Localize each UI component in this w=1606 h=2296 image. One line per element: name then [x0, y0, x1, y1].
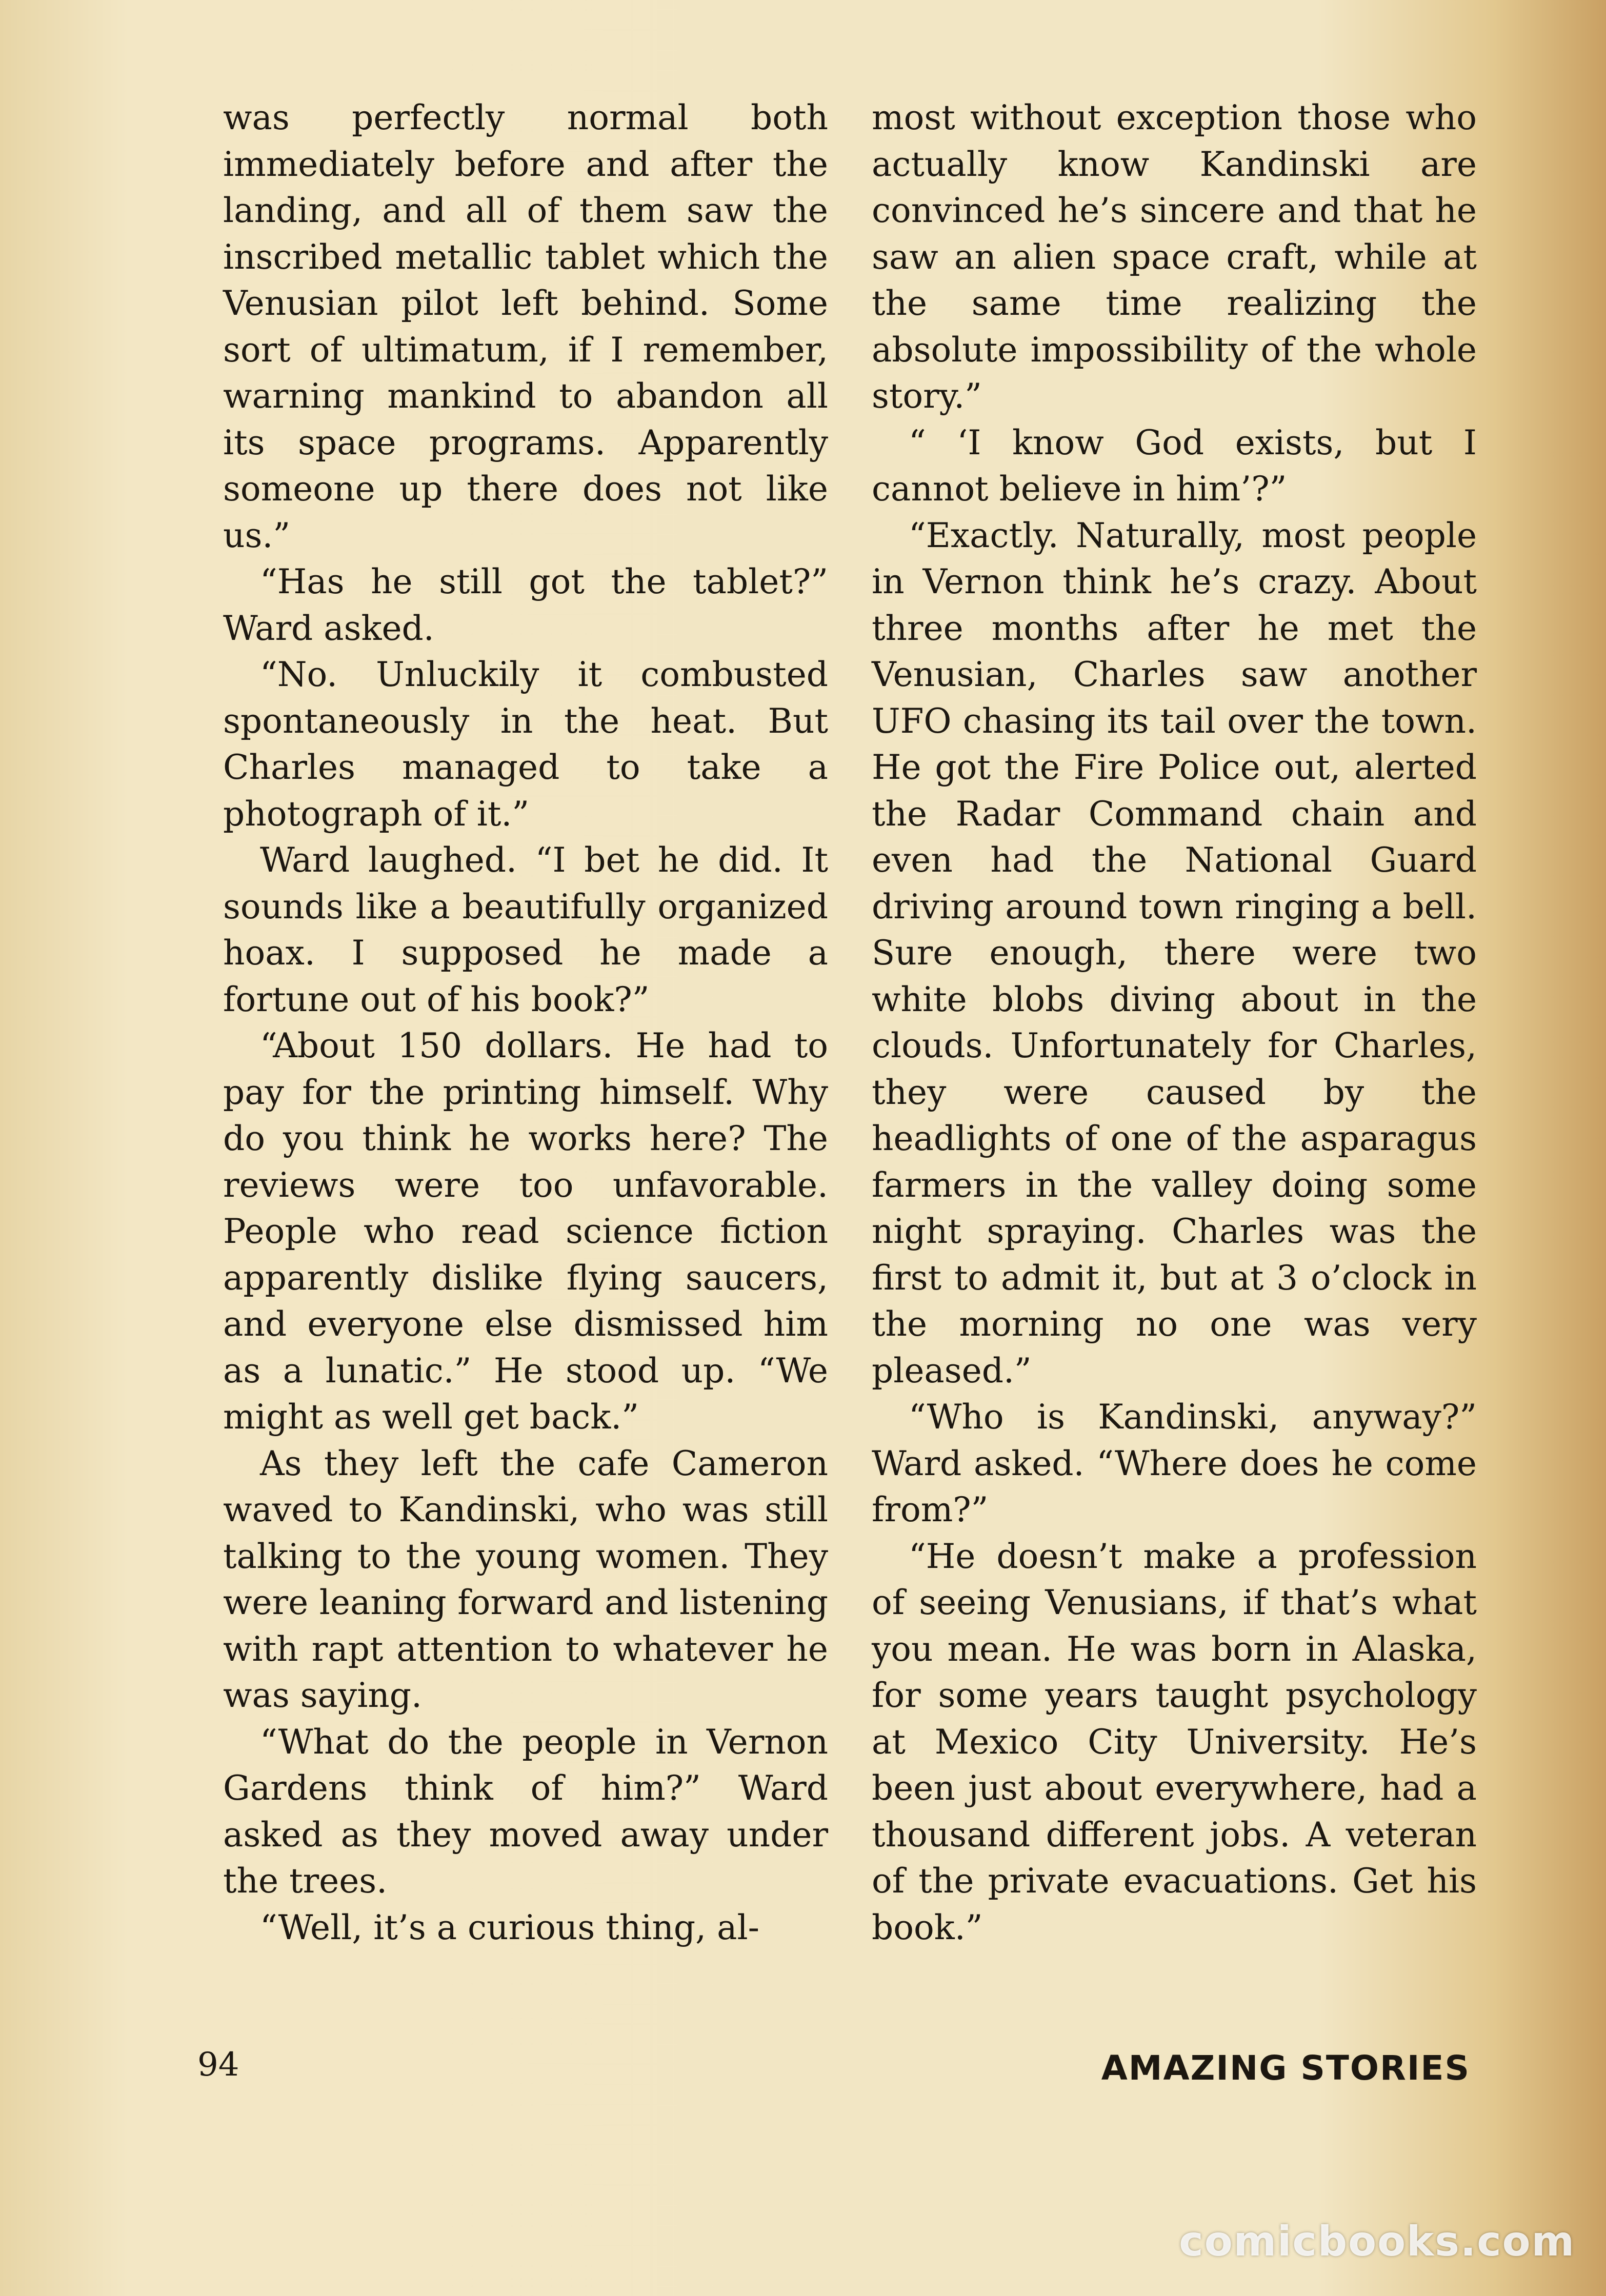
left-text-column — [223, 95, 828, 1951]
paragraph: “What do the people in Vernon Gardens think of him?” Ward asked as they moved away under the trees. — [223, 1722, 828, 1901]
paragraph: “ ‘I know God exists, but I cannot believe in him’?” — [872, 422, 1477, 509]
watermark: comicbooks.com — [1179, 2218, 1575, 2265]
paragraph: “About 150 dollars. He had to pay for the printing himself. Why do you think he works here? The reviews were too unfavorable. People who read science fiction apparently dislike flying saucers, and everyone else dismissed him as a lunatic.” He stood up. “We might as well get back.” — [223, 1026, 828, 1437]
paragraph: “Has he still got the tablet?” Ward asked. — [223, 562, 828, 648]
running-title: AMAZING STORIES — [1101, 2048, 1470, 2088]
paragraph: was perfectly normal both immediately before and after the landing, and all of them saw the inscribed metallic tablet which the Venusian pilot left behind. Some sort of ultimatum, if I remember, warning mankind to abandon all its space programs. Apparently someone up there does not like us.” — [223, 98, 828, 555]
paragraph: “Who is Kandinski, anyway?” Ward asked. “Where does he come from?” — [872, 1397, 1477, 1529]
paragraph: Ward laughed. “I bet he did. It sounds like a beautifully organized hoax. I supposed he made a fortune out of his book?” — [223, 840, 828, 1019]
paragraph: As they left the cafe Cameron waved to Kandinski, who was still talking to the young women. They were leaning forward and listening with rapt attention to whatever he was saying. — [223, 1443, 828, 1715]
paragraph: “Exactly. Naturally, most people in Vernon think he’s crazy. About three months after he met the Venusian, Charles saw another UFO chasing its tail over the town. He got the Fire Police out, alerted the Radar Command chain and even had the National Guard driving around town ringing a bell. Sure enough, there were two white blobs diving about in the clouds. Unfortunately for Charles, they were caused by the headlights of one of the asparagus farmers in the valley doing some night spraying. Charles was the first to admit it, but at 3 o’clock in the morning no one was very pleased.” — [872, 515, 1477, 1391]
paragraph: “He doesn’t make a profession of seeing Venusians, if that’s what you mean. He was born in Alaska, for some years taught psychology at Mexico City University. He’s been just about everywhere, had a thousand different jobs. A veteran of the private evacuations. Get his book.” — [872, 1536, 1477, 1947]
paragraph: most without exception those who actually know Kandinski are convinced he’s sincere and that he saw an alien space craft, while at the same time realizing the absolute impossibility of the whole story.” — [872, 98, 1477, 416]
paragraph: “Well, it’s a curious thing, al- — [260, 1907, 759, 1947]
page-number: 94 — [197, 2046, 239, 2084]
paragraph: “No. Unluckily it combusted spontaneously in the heat. But Charles managed to take a photograph of it.” — [223, 655, 828, 834]
right-text-column — [872, 95, 1477, 1951]
